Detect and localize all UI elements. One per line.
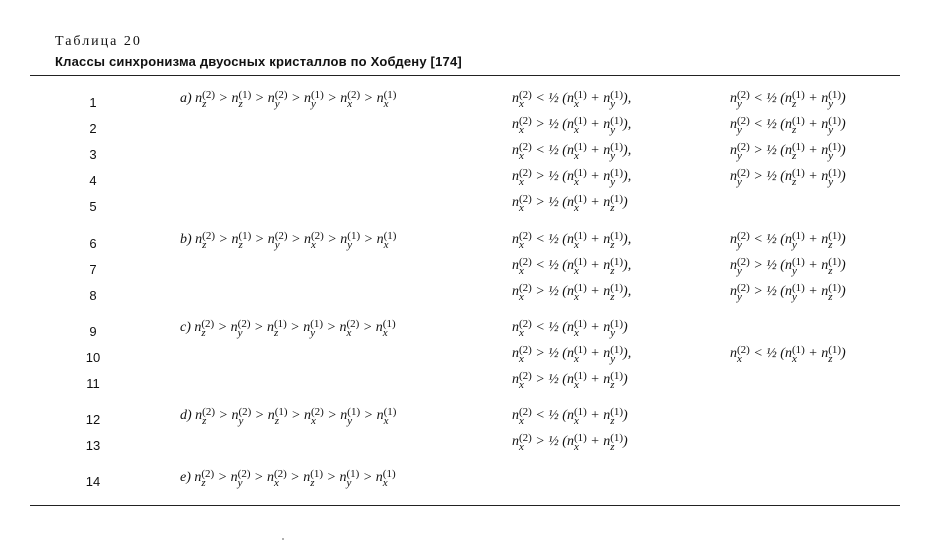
condition-1: n (2) x < ½ (n (1) x + n (1) y ) (512, 318, 628, 339)
table-row (0, 470, 925, 496)
table-caption: Таблица 20 (55, 34, 142, 49)
table-row (0, 232, 925, 258)
refractive-index-ordering: e) n (2) z > n (2) y > n (2) x > n (1) z > n (1) y > n (1) x (180, 468, 396, 489)
condition-1: n (2) x > ½ (n (1) x + n (1) z ) (512, 432, 628, 453)
table-row (0, 195, 925, 221)
row-number: 12 (85, 412, 101, 427)
refractive-index-ordering: a) n (2) z > n (1) z > n (2) y > n (1) y > n (2) x > n (1) x (180, 89, 397, 110)
condition-2: n (2) y > ½ (n (1) z + n (1) y ) (730, 167, 846, 188)
row-number: 7 (89, 262, 97, 277)
condition-1: n (2) x > ½ (n (1) x + n (1) y ), (512, 167, 632, 188)
condition-1: n (2) x > ½ (n (1) x + n (1) y ), (512, 344, 632, 365)
row-number: 11 (86, 376, 100, 391)
condition-2: n (2) x < ½ (n (1) x + n (1) z ) (730, 344, 846, 365)
condition-1: n (2) x < ½ (n (1) x + n (1) y ), (512, 89, 632, 110)
row-number: 8 (89, 288, 97, 303)
condition-1: n (2) x < ½ (n (1) x + n (1) y ), (512, 141, 632, 162)
scan-speck (282, 538, 284, 540)
condition-2: n (2) y > ½ (n (1) y + n (1) z ) (730, 282, 846, 303)
condition-1: n (2) x < ½ (n (1) x + n (1) z ), (512, 256, 632, 277)
condition-1: n (2) x > ½ (n (1) x + n (1) z ) (512, 193, 628, 214)
row-number: 9 (89, 324, 97, 339)
row-number: 10 (85, 350, 101, 365)
row-number: 3 (89, 147, 97, 162)
table-title: Классы синхронизма двуосных кристаллов по Хобдену [174] (55, 54, 462, 69)
refractive-index-ordering: c) n (2) z > n (2) y > n (1) z > n (1) y > n (2) x > n (1) x (180, 318, 396, 339)
row-number: 14 (85, 474, 101, 489)
refractive-index-ordering: d) n (2) z > n (2) y > n (1) z > n (2) x > n (1) y > n (1) x (180, 406, 397, 427)
condition-2: n (2) y < ½ (n (1) z + n (1) y ) (730, 89, 846, 110)
bottom-rule (30, 505, 900, 506)
table-row (0, 258, 925, 284)
table-row (0, 143, 925, 169)
top-rule (30, 75, 900, 76)
table-row (0, 284, 925, 310)
condition-1: n (2) x > ½ (n (1) x + n (1) z ) (512, 370, 628, 391)
table-row (0, 434, 925, 460)
condition-2: n (2) y < ½ (n (1) y + n (1) z ) (730, 230, 846, 251)
table-row (0, 346, 925, 372)
table-row (0, 372, 925, 398)
table-row (0, 91, 925, 117)
table-row (0, 169, 925, 195)
condition-2: n (2) y < ½ (n (1) z + n (1) y ) (730, 115, 846, 136)
refractive-index-ordering: b) n (2) z > n (1) z > n (2) y > n (2) x > n (1) y > n (1) x (180, 230, 397, 251)
condition-1: n (2) x < ½ (n (1) x + n (1) z ) (512, 406, 628, 427)
row-number: 13 (85, 438, 101, 453)
row-number: 5 (89, 199, 97, 214)
condition-1: n (2) x > ½ (n (1) x + n (1) y ), (512, 115, 632, 136)
condition-2: n (2) y > ½ (n (1) z + n (1) y ) (730, 141, 846, 162)
row-number: 2 (89, 121, 97, 136)
row-number: 1 (89, 95, 97, 110)
table-row (0, 117, 925, 143)
condition-1: n (2) x < ½ (n (1) x + n (1) z ), (512, 230, 632, 251)
condition-2: n (2) y > ½ (n (1) y + n (1) z ) (730, 256, 846, 277)
row-number: 6 (89, 236, 97, 251)
table-row (0, 408, 925, 434)
condition-1: n (2) x > ½ (n (1) x + n (1) z ), (512, 282, 632, 303)
table-row (0, 320, 925, 346)
row-number: 4 (89, 173, 97, 188)
